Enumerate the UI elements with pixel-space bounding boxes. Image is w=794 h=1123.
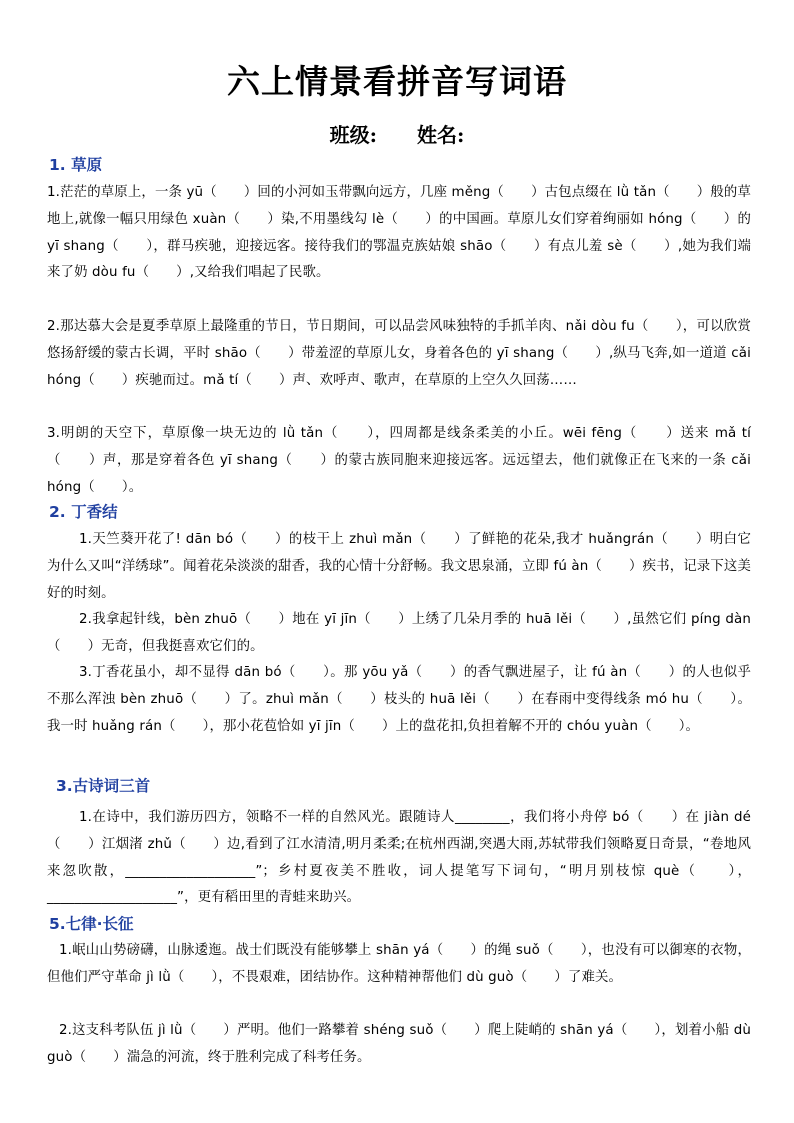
exercise-paragraph: 1.岷山山势磅礴，山脉逶迤。战士们既没有能够攀上 shān yá（ ）的绳 suǒ（ ），也没有可以御寒的衣物，但他们严守革命 jì lǜ（ ），不畏艰难，团结协作。这种精神帮他们 dù guò（ ）了难关。 [47, 943, 751, 985]
student-info [0, 122, 794, 148]
section-heading-gushici: 3.古诗词三首 [56, 777, 151, 795]
name-label: 姓名: [417, 123, 465, 147]
exercise-paragraph: 1.茫茫的草原上，一条 yū（ ）回的小河如玉带飘向远方，几座 měng（ ）古包点缀在 lǜ tǎn（ ）般的草地上,就像一幅只用绿色 xuàn（ ）染,不用墨线勾 lè（ ）的中国画。草原儿女们穿着绚丽如 hóng（ ）的 yī shang（ ），群马疾驰，迎接远客。接待我们的鄂温克族姑娘 shāo（ ）有点儿羞 sè（ ）,她为我们端来了奶 dòu fu（ ）,又给我们唱起了民歌。 [47, 185, 751, 281]
exercise-paragraph: 2.我拿起针线，bèn zhuō（ ）地在 yī jīn（ ）上绣了几朵月季的 huā lěi（ ）,虽然它们 píng dàn（ ）无奇，但我挺喜欢它们的。 [47, 612, 751, 654]
section-heading-dingxiangjie: 2. 丁香结 [49, 503, 118, 521]
section-heading-changzheng: 5.七律·长征 [49, 915, 134, 933]
exercise-paragraph: 3.明朗的天空下，草原像一块无边的 lǜ tǎn（ ），四周都是线条柔美的小丘。wēi fēng（ ）送来 mǎ tí（ ）声，那是穿着各色 yī shang（ ）的蒙古族同胞来迎接远客。远远望去，他们就像正在飞来的一条 cǎi hóng（ ）。 [47, 426, 751, 495]
exercise-paragraph: 2.那达慕大会是夏季草原上最隆重的节日，节日期间，可以品尝风味独特的手抓羊肉、nǎi dòu fu（ ），可以欣赏悠扬舒缓的蒙古长调，平时 shāo（ ）带羞涩的草原儿女，身着各色的 yī shang（ ）,纵马飞奔,如一道道 cǎi hóng（ ）疾驰而过。mǎ tí（ ）声、欢呼声、歌声，在草原的上空久久回荡…… [47, 319, 751, 388]
class-label: 班级: [329, 123, 377, 147]
section-heading-caoyuan: 1. 草原 [49, 156, 103, 174]
exercise-paragraph: 1.在诗中，我们游历四方，领略不一样的自然风光。跟随诗人________，我们将小舟停 bó（ ）在 jiàn dé（ ）江烟渚 zhǔ（ ）边,看到了江水清清,明月柔柔;在杭州西湖,突遇大雨,苏轼带我们领略夏日奇景，“卷地风来忽吹散，___________________”；乡村夏夜美不胜收，词人提笔写下词句，“明月别枝惊 què（ ），___________________”，更有稻田里的青蛙来助兴。 [47, 810, 751, 906]
page-title: 六上情景看拼音写词语 [227, 62, 567, 101]
exercise-paragraph: 1.天竺葵开花了! dān bó（ ）的枝干上 zhuì mǎn（ ）了鲜艳的花朵,我才 huǎngrán（ ）明白它为什么又叫“洋绣球”。闻着花朵淡淡的甜香，我的心情十分舒畅。我文思泉涌，立即 fú àn（ ）疾书，记录下这美好的时刻。 [47, 532, 751, 601]
exercise-paragraph: 3.丁香花虽小，却不显得 dān bó（ ）。那 yōu yǎ（ ）的香气飘进屋子，让 fú àn（ ）的人也似乎不那么浑浊 bèn zhuō（ ）了。zhuì mǎn（ ）枝头的 huā lěi（ ）在春雨中变得线条 mó hu（ ）。我一时 huǎng rán（ ），那小花苞恰如 yī jīn（ ）上的盘花扣,负担着解不开的 chóu yuàn（ ）。 [47, 665, 751, 734]
exercise-paragraph: 2.这支科考队伍 jì lǜ（ ）严明。他们一路攀着 shéng suǒ（ ）爬上陡峭的 shān yá（ ），划着小船 dù guò（ ）湍急的河流，终于胜利完成了科考任务。 [47, 1023, 751, 1065]
